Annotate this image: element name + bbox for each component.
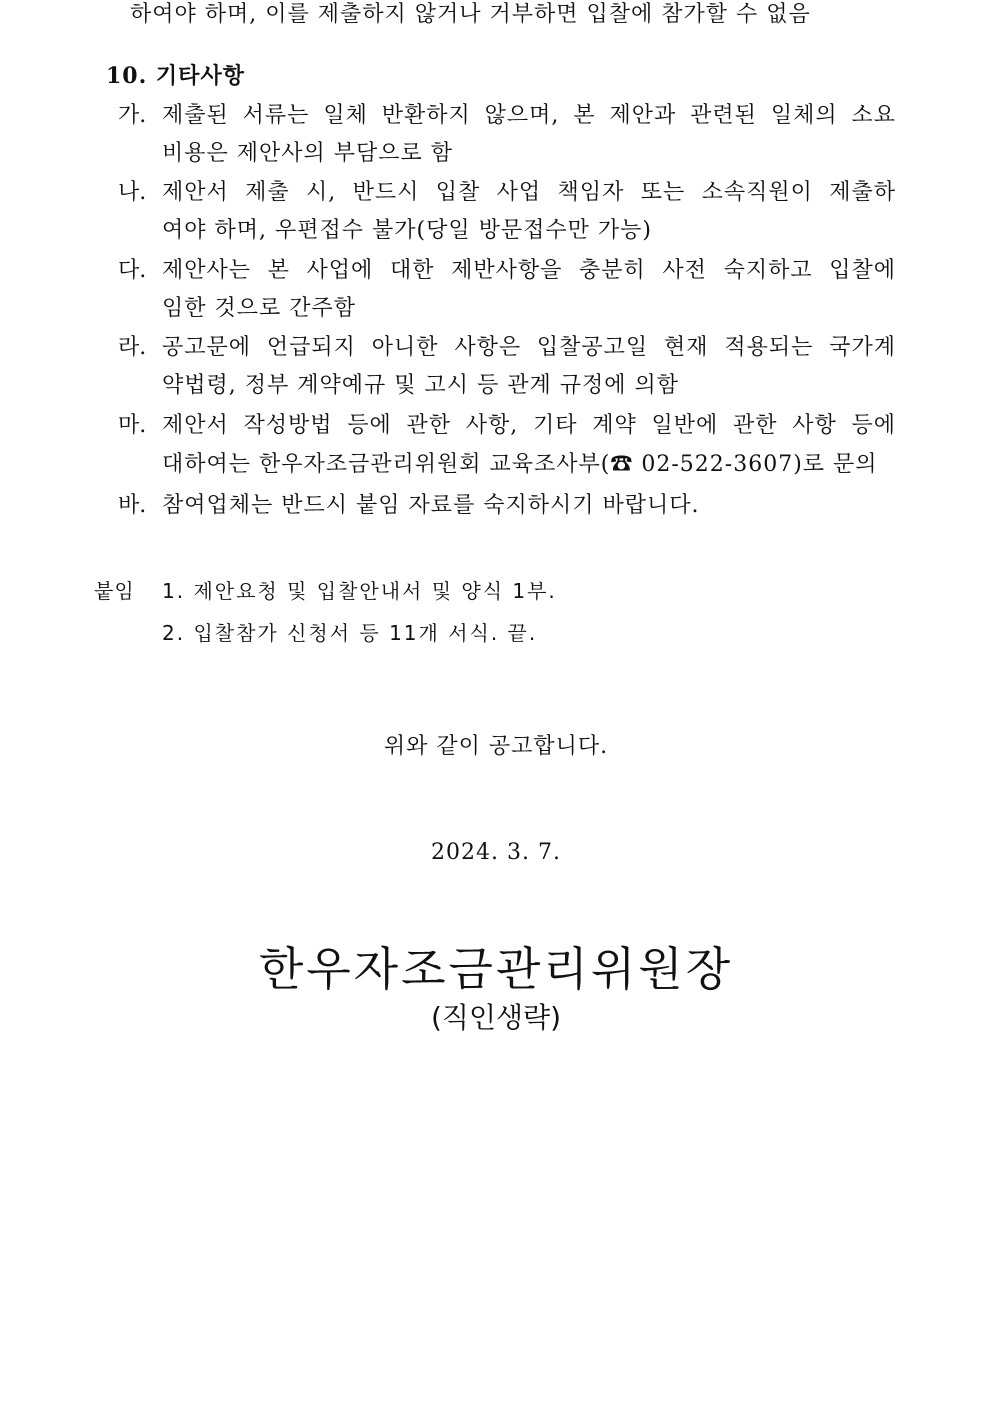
section-heading: 10. 기타사항 (106, 63, 245, 89)
attachment-item: 1. 제안요청 및 입찰안내서 및 양식 1부. (162, 579, 557, 603)
seal-omitted-note: (직인생략) (430, 1001, 562, 1034)
item-marker: 바. (118, 493, 147, 518)
item-marker: 라. (118, 335, 147, 360)
item-text-line: 참여업체는 반드시 붙임 자료를 숙지하시기 바랍니다. (162, 493, 700, 518)
issuer-title: 한우자조금관리위원장 (258, 942, 734, 996)
item-text-line: 대하여는 한우자조금관리위원회 교육조사부(☎ 02-522-3607)로 문의 (162, 452, 878, 477)
item-marker: 나. (118, 180, 147, 205)
item-text-line: 여야 하며, 우편접수 불가(당일 방문접수만 가능) (162, 218, 652, 243)
notice-date: 2024. 3. 7. (431, 840, 561, 865)
item-text-line: 비용은 제안사의 부담으로 함 (162, 141, 454, 166)
attachment-label: 붙임 (94, 579, 135, 603)
item-marker: 마. (118, 413, 147, 438)
item-text-line: 임한 것으로 간주함 (162, 296, 357, 321)
item-text-line: 약법령, 정부 계약예규 및 고시 등 관계 규정에 의함 (162, 373, 679, 398)
item-text-line: 제안서 작성방법 등에 관한 사항, 기타 계약 일반에 관한 사항 등에 (162, 413, 896, 438)
attachment-item: 2. 입찰참가 신청서 등 11개 서식. 끝. (162, 621, 538, 645)
item-text-line: 제안사는 본 사업에 대한 제반사항을 충분히 사전 숙지하고 입찰에 (162, 258, 896, 283)
continuation-line: 하여야 하며, 이를 제출하지 않거나 거부하면 입찰에 참가할 수 없음 (130, 2, 811, 27)
item-text-line: 공고문에 언급되지 아니한 사항은 입찰공고일 현재 적용되는 국가계 (162, 335, 896, 360)
item-text-line: 제출된 서류는 일체 반환하지 않으며, 본 제안과 관련된 일체의 소요 (162, 103, 896, 128)
closing-statement: 위와 같이 공고합니다. (383, 734, 609, 759)
item-text-line: 제안서 제출 시, 반드시 입찰 사업 책임자 또는 소속직원이 제출하 (162, 180, 896, 205)
item-marker: 가. (118, 103, 147, 128)
item-marker: 다. (118, 258, 147, 283)
